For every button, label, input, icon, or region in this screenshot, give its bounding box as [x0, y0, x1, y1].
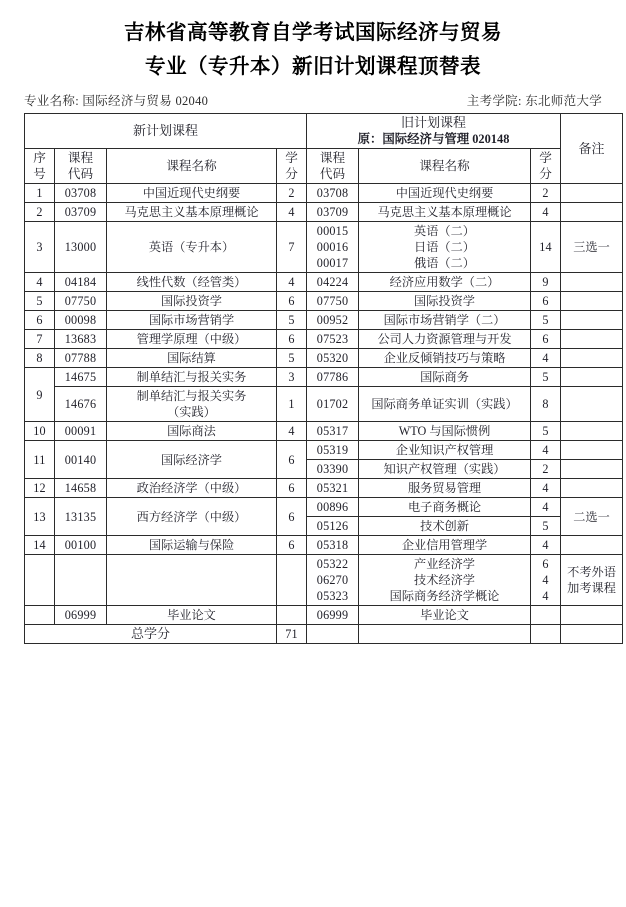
cell-seq: 13	[25, 498, 55, 536]
cell-new-code	[55, 555, 107, 606]
cell-new-credit	[277, 606, 307, 625]
cell-old-code: 04224	[307, 273, 359, 292]
col-header-new-name: 课程名称	[107, 149, 277, 184]
table-row	[25, 441, 623, 460]
cell-old-name-line: 英语（二）	[414, 224, 475, 238]
title-line-2: 专业（专升本）新旧计划课程顶替表	[145, 56, 481, 78]
cell-seq: 8	[25, 349, 55, 368]
cell-old-name: WTO 与国际惯例	[359, 422, 531, 441]
cell-new-name: 国际商法	[107, 422, 277, 441]
cell-new-credit: 1	[277, 387, 307, 422]
cell-remark	[561, 203, 623, 222]
cell-seq: 5	[25, 292, 55, 311]
cell-new-credit: 2	[277, 184, 307, 203]
table-row	[25, 606, 623, 625]
cell-new-name-line: 制单结汇与报关实务	[136, 389, 247, 403]
cell-old-credit: 14	[531, 222, 561, 273]
cell-remark	[561, 536, 623, 555]
cell-old-name-line: 俄语（二）	[414, 256, 475, 270]
cell-new-name: 国际运输与保险	[107, 536, 277, 555]
major-label: 专业名称:	[24, 94, 79, 108]
cell-new-name: 西方经济学（中级）	[107, 498, 277, 536]
total-row	[25, 625, 623, 644]
cell-remark: 二选一	[561, 498, 623, 536]
cell-new-name: 毕业论文	[107, 606, 277, 625]
cell-old-code: 06999	[307, 606, 359, 625]
cell-old-credit-line: 4	[542, 589, 549, 603]
cell-remark	[561, 330, 623, 349]
cell-remark	[561, 273, 623, 292]
total-value: 71	[277, 625, 307, 644]
cell-new-code: 13683	[55, 330, 107, 349]
cell-remark	[561, 292, 623, 311]
cell-old-code: 07750	[307, 292, 359, 311]
table-row	[25, 203, 623, 222]
cell-seq	[25, 606, 55, 625]
cell-new-credit: 6	[277, 536, 307, 555]
cell-old-code-line: 05323	[316, 589, 349, 603]
cell-remark-line: 加考课程	[567, 581, 616, 595]
cell-new-name: 政治经济学（中级）	[107, 479, 277, 498]
cell-old-credit: 4	[531, 203, 561, 222]
table-row	[25, 368, 623, 387]
cell-old-name	[359, 222, 531, 273]
cell-new-code: 00091	[55, 422, 107, 441]
cell-seq: 2	[25, 203, 55, 222]
cell-new-credit: 7	[277, 222, 307, 273]
cell-old-code: 05320	[307, 349, 359, 368]
total-label: 总学分	[25, 625, 277, 644]
cell-new-name: 英语（专升本）	[107, 222, 277, 273]
table-row	[25, 311, 623, 330]
cell-new-name: 马克思主义基本原理概论	[107, 203, 277, 222]
cell-old-credit: 5	[531, 311, 561, 330]
cell-old-credit: 6	[531, 330, 561, 349]
cell-new-credit: 4	[277, 203, 307, 222]
table-row	[25, 387, 623, 422]
old-plan-subtitle: 原：国际经济与管理 020148	[357, 132, 510, 146]
cell-seq: 7	[25, 330, 55, 349]
cell-old-credit	[531, 606, 561, 625]
cell-new-name: 国际投资学	[107, 292, 277, 311]
old-plan-title: 旧计划课程	[401, 115, 467, 130]
cell-old-name-line: 技术经济学	[414, 573, 475, 587]
cell-old-credit-line: 4	[542, 573, 549, 587]
table-row	[25, 498, 623, 517]
cell-old-code: 05318	[307, 536, 359, 555]
col-header-seq	[25, 149, 55, 184]
table-row	[25, 273, 623, 292]
cell-old-code: 05126	[307, 517, 359, 536]
cell-old-code-line: 00015	[316, 224, 349, 238]
cell-new-credit: 5	[277, 349, 307, 368]
title-line-1: 吉林省高等教育自学考试国际经济与贸易	[124, 22, 502, 44]
col-header-seq-l2: 号	[33, 167, 46, 181]
cell-new-code: 00100	[55, 536, 107, 555]
table-row	[25, 349, 623, 368]
cell-seq: 3	[25, 222, 55, 273]
cell-new-code: 00098	[55, 311, 107, 330]
table-row	[25, 184, 623, 203]
cell-new-name: 中国近现代史纲要	[107, 184, 277, 203]
new-plan-group-header: 新计划课程	[25, 114, 307, 149]
cell-new-credit: 6	[277, 292, 307, 311]
cell-old-credit: 4	[531, 441, 561, 460]
cell-old-code-line: 06270	[316, 573, 349, 587]
cell-remark	[561, 441, 623, 460]
cell-new-code: 14676	[55, 387, 107, 422]
cell-old-name: 国际投资学	[359, 292, 531, 311]
document-title	[0, 0, 626, 82]
cell-new-credit	[277, 555, 307, 606]
cell-seq: 12	[25, 479, 55, 498]
table-row	[25, 555, 623, 606]
cell-seq: 14	[25, 536, 55, 555]
remark-column-header: 备注	[561, 114, 623, 184]
cell-old-code	[307, 222, 359, 273]
col-header-new-credit: 学分	[277, 149, 307, 184]
cell-new-code: 13135	[55, 498, 107, 536]
table-row	[25, 479, 623, 498]
cell-new-credit: 6	[277, 479, 307, 498]
cell-old-credit-line: 6	[542, 557, 549, 571]
cell-old-code: 03390	[307, 460, 359, 479]
cell-old-code: 03709	[307, 203, 359, 222]
cell-old-credit: 5	[531, 422, 561, 441]
col-header-new-code-l1: 课程	[67, 151, 94, 165]
cell-seq: 1	[25, 184, 55, 203]
course-substitution-table-wrapper	[24, 113, 616, 644]
cell-old-name: 马克思主义基本原理概论	[359, 203, 531, 222]
cell-old-code-line: 00017	[316, 256, 349, 270]
cell-old-code: 07786	[307, 368, 359, 387]
cell-old-code	[307, 555, 359, 606]
cell-old-credit: 6	[531, 292, 561, 311]
cell-old-name: 毕业论文	[359, 606, 531, 625]
cell-old-name: 企业反倾销技巧与策略	[359, 349, 531, 368]
cell-new-code: 00140	[55, 441, 107, 479]
cell-old-credit: 2	[531, 184, 561, 203]
cell-remark	[561, 479, 623, 498]
cell-new-name: 国际结算	[107, 349, 277, 368]
cell-remark	[561, 184, 623, 203]
table-row	[25, 330, 623, 349]
total-empty-remark	[561, 625, 623, 644]
cell-old-name: 服务贸易管理	[359, 479, 531, 498]
cell-new-code: 03709	[55, 203, 107, 222]
table-row	[25, 292, 623, 311]
cell-old-credit: 5	[531, 517, 561, 536]
cell-remark	[561, 349, 623, 368]
cell-new-name	[107, 555, 277, 606]
cell-old-name: 经济应用数学（二）	[359, 273, 531, 292]
cell-old-name: 电子商务概论	[359, 498, 531, 517]
cell-old-credit: 8	[531, 387, 561, 422]
cell-new-name: 国际市场营销学	[107, 311, 277, 330]
cell-remark	[561, 311, 623, 330]
cell-new-name: 线性代数（经管类）	[107, 273, 277, 292]
col-header-seq-l1: 序	[33, 151, 46, 165]
col-header-old-name: 课程名称	[359, 149, 531, 184]
col-header-old-credit: 学分	[531, 149, 561, 184]
cell-old-name: 中国近现代史纲要	[359, 184, 531, 203]
cell-old-name: 国际市场营销学（二）	[359, 311, 531, 330]
cell-remark	[561, 606, 623, 625]
cell-new-code: 14658	[55, 479, 107, 498]
cell-new-credit: 5	[277, 311, 307, 330]
cell-new-credit: 6	[277, 498, 307, 536]
cell-new-name-line: （实践）	[167, 405, 216, 419]
cell-new-name	[107, 387, 277, 422]
cell-seq: 9	[25, 368, 55, 422]
college-value: 东北师范大学	[525, 94, 602, 108]
cell-old-name	[359, 555, 531, 606]
table-row	[25, 536, 623, 555]
college-label: 主考学院:	[466, 94, 522, 108]
table-column-header-row	[25, 149, 623, 184]
cell-old-code: 07523	[307, 330, 359, 349]
cell-old-credit: 4	[531, 479, 561, 498]
total-empty-old-name	[359, 625, 531, 644]
cell-old-code: 05321	[307, 479, 359, 498]
cell-new-code: 04184	[55, 273, 107, 292]
col-header-old-code-l2: 代码	[319, 167, 346, 181]
cell-old-code: 00952	[307, 311, 359, 330]
cell-old-code: 03708	[307, 184, 359, 203]
cell-seq: 10	[25, 422, 55, 441]
cell-new-credit: 6	[277, 330, 307, 349]
cell-old-code: 00896	[307, 498, 359, 517]
cell-new-code: 06999	[55, 606, 107, 625]
cell-old-name: 知识产权管理（实践）	[359, 460, 531, 479]
cell-old-code: 05317	[307, 422, 359, 441]
col-header-new-code	[55, 149, 107, 184]
cell-remark-line: 不考外语	[567, 565, 616, 579]
cell-old-name: 企业知识产权管理	[359, 441, 531, 460]
table-row	[25, 222, 623, 273]
cell-old-credit: 4	[531, 536, 561, 555]
cell-old-code-line: 00016	[316, 240, 349, 254]
meta-row	[24, 91, 602, 109]
cell-new-name: 国际经济学	[107, 441, 277, 479]
cell-new-code: 14675	[55, 368, 107, 387]
cell-old-name-line: 日语（二）	[414, 240, 475, 254]
cell-old-name: 国际商务	[359, 368, 531, 387]
cell-remark	[561, 368, 623, 387]
cell-seq: 11	[25, 441, 55, 479]
cell-old-credit: 5	[531, 368, 561, 387]
cell-new-code: 13000	[55, 222, 107, 273]
cell-old-credit	[531, 555, 561, 606]
cell-remark	[561, 555, 623, 606]
total-empty-old-credit	[531, 625, 561, 644]
cell-new-credit: 4	[277, 422, 307, 441]
cell-seq: 6	[25, 311, 55, 330]
cell-old-name: 公司人力资源管理与开发	[359, 330, 531, 349]
course-substitution-table	[24, 113, 623, 644]
table-group-header-row	[25, 114, 623, 149]
old-plan-group-header	[307, 114, 561, 149]
cell-seq	[25, 555, 55, 606]
cell-remark	[561, 460, 623, 479]
cell-old-name: 国际商务单证实训（实践）	[359, 387, 531, 422]
cell-new-code: 07788	[55, 349, 107, 368]
cell-old-code: 01702	[307, 387, 359, 422]
table-head	[25, 114, 623, 184]
total-empty-old-code	[307, 625, 359, 644]
table-row	[25, 422, 623, 441]
cell-remark	[561, 387, 623, 422]
college-field	[467, 91, 602, 109]
cell-old-code-line: 05322	[316, 557, 349, 571]
table-body	[25, 184, 623, 644]
cell-old-name-line: 国际商务经济学概论	[389, 589, 500, 603]
cell-new-code: 03708	[55, 184, 107, 203]
cell-old-code: 05319	[307, 441, 359, 460]
cell-old-name: 企业信用管理学	[359, 536, 531, 555]
cell-new-credit: 6	[277, 441, 307, 479]
cell-old-name: 技术创新	[359, 517, 531, 536]
cell-old-credit: 4	[531, 349, 561, 368]
cell-new-credit: 4	[277, 273, 307, 292]
major-value: 国际经济与贸易 02040	[82, 94, 209, 108]
col-header-old-code	[307, 149, 359, 184]
cell-old-credit: 4	[531, 498, 561, 517]
cell-old-name-line: 产业经济学	[414, 557, 475, 571]
cell-new-name: 管理学原理（中级）	[107, 330, 277, 349]
major-field	[24, 91, 208, 109]
cell-old-credit: 9	[531, 273, 561, 292]
col-header-old-code-l1: 课程	[319, 151, 346, 165]
cell-new-name: 制单结汇与报关实务	[107, 368, 277, 387]
cell-seq: 4	[25, 273, 55, 292]
cell-remark: 三选一	[561, 222, 623, 273]
col-header-new-code-l2: 代码	[67, 167, 94, 181]
cell-old-credit: 2	[531, 460, 561, 479]
cell-new-credit: 3	[277, 368, 307, 387]
cell-new-code: 07750	[55, 292, 107, 311]
cell-remark	[561, 422, 623, 441]
